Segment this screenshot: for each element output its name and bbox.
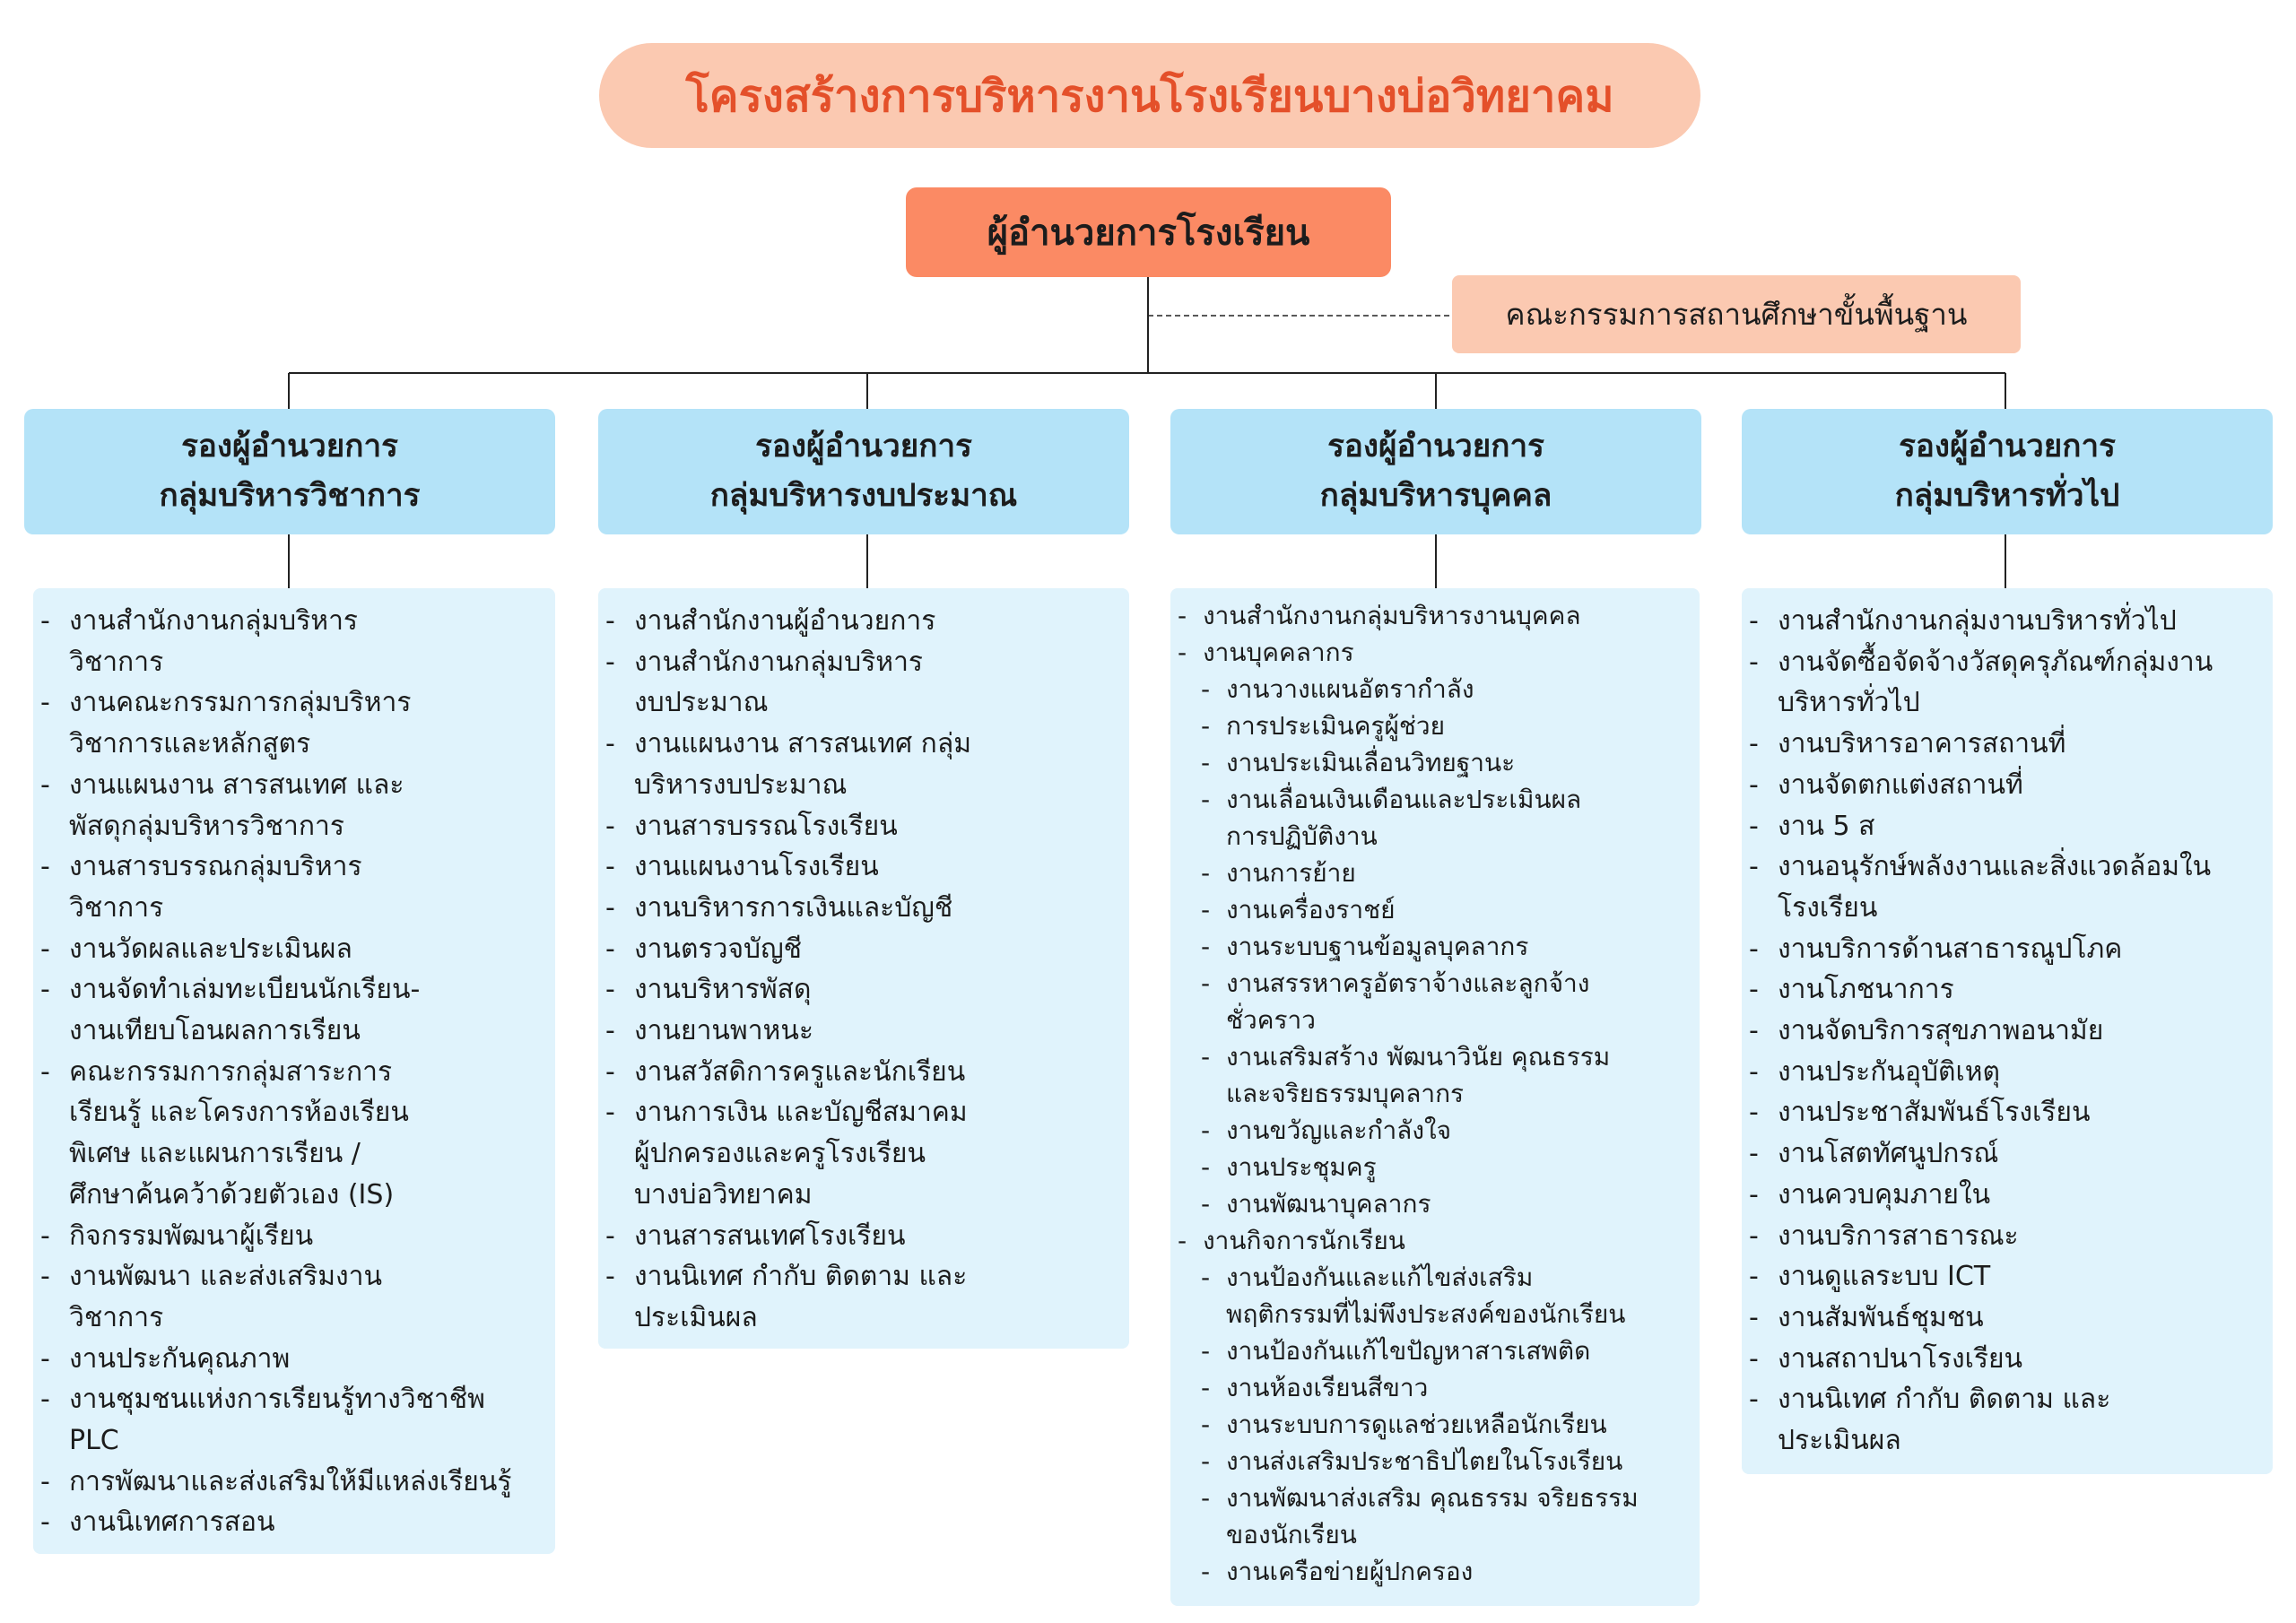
bullet-dash: - (1178, 638, 1187, 667)
task-text: กิจกรรมพัฒนาผู้เรียน (69, 1219, 314, 1252)
bullet-dash: - (1749, 974, 1759, 1006)
bullet-dash: - (605, 1097, 615, 1129)
task-text: งานบริการสาธารณะ (1778, 1219, 2019, 1252)
bullet-dash: - (605, 728, 615, 760)
task-item-continuation (40, 1011, 548, 1052)
bullet-dash: - (1201, 785, 1211, 814)
bullet-dash: - (1749, 1219, 1759, 1252)
bullet-dash: - (1749, 1015, 1759, 1047)
task-text: ศึกษาค้นคว้าด้วยตัวเอง (IS) (69, 1178, 395, 1211)
task-item (605, 1011, 1122, 1052)
task-text: งานสรรหาครูอัตราจ้างและลูกจ้าง (1226, 968, 1590, 998)
bullet-dash: - (40, 768, 50, 801)
task-text: งานบริการด้านสาธารณูปโภค (1778, 933, 2123, 965)
task-text: งานบุคคลากร (1203, 638, 1354, 667)
task-text: คณะกรรมการกลุ่มสาระการ (69, 1055, 393, 1088)
bullet-dash: - (1178, 601, 1187, 630)
dept-title-line1: รองผู้อำนวยการ (181, 429, 398, 464)
bullet-dash: - (1201, 1557, 1211, 1586)
task-item (1178, 1222, 1692, 1259)
task-item (1178, 891, 1692, 928)
task-text: งานเสริมสร้าง พัฒนาวินัย คุณธรรม (1226, 1042, 1611, 1072)
task-item (605, 642, 1122, 683)
task-text: งานประเมินเลื่อนวิทยฐานะ (1226, 748, 1516, 777)
task-text: งานพัฒนาส่งเสริม คุณธรรม จริยธรรม (1226, 1483, 1639, 1513)
task-text: ของนักเรียน (1226, 1520, 1357, 1549)
bullet-dash: - (1178, 1226, 1187, 1255)
task-text: งานวางแผนอัตรากำลัง (1226, 674, 1474, 704)
task-text: ประเมินผล (634, 1301, 758, 1333)
task-text: งานจัดทำเล่มทะเบียนนักเรียน- (69, 974, 421, 1006)
task-text: PLC (69, 1425, 119, 1457)
task-text: งานการย้าย (1226, 858, 1356, 888)
bullet-dash: - (1749, 605, 1759, 637)
task-item (1749, 1133, 2266, 1175)
task-list-academic (33, 588, 555, 1554)
dept-title-line2: กลุ่มบริหารวิชาการ (159, 478, 421, 514)
task-text: พัสดุกลุ่มบริหารวิชาการ (69, 810, 344, 842)
task-item (1178, 1443, 1692, 1480)
task-text: งานจัดตกแต่งสถานที่ (1778, 768, 2023, 801)
bullet-dash: - (1201, 748, 1211, 777)
task-item (40, 1052, 548, 1093)
task-item (1178, 855, 1692, 891)
dept-box-academic (24, 409, 555, 534)
task-item-continuation (1178, 818, 1692, 855)
bullet-dash: - (1749, 728, 1759, 760)
task-item (605, 601, 1122, 642)
bullet-dash: - (605, 974, 615, 1006)
task-text: งานประชาสัมพันธ์โรงเรียน (1778, 1097, 2091, 1129)
bullet-dash: - (1201, 1373, 1211, 1402)
task-text: เรียนรู้ และโครงการห้องเรียน (69, 1097, 409, 1129)
bullet-dash: - (1201, 1042, 1211, 1072)
bullet-dash: - (605, 1219, 615, 1252)
task-item (1749, 601, 2266, 642)
bullet-dash: - (1749, 1301, 1759, 1333)
task-item (40, 1462, 548, 1503)
dept-title-line2: กลุ่มบริหารทั่วไป (1894, 478, 2120, 514)
task-item (605, 888, 1122, 929)
task-item (1178, 1406, 1692, 1443)
task-item (1749, 1011, 2266, 1052)
task-item (605, 724, 1122, 765)
task-item (1749, 806, 2266, 847)
director-label: ผู้อำนวยการโรงเรียน (987, 213, 1310, 254)
task-item (605, 929, 1122, 970)
task-item (1178, 781, 1692, 818)
task-item (40, 601, 548, 642)
dept-box-personnel (1170, 409, 1701, 534)
task-text: งานสำนักงานกลุ่มบริหารงานบุคคล (1203, 601, 1581, 630)
task-item-continuation (605, 1175, 1122, 1216)
task-text: งานระบบฐานข้อมูลบุคลากร (1226, 932, 1529, 961)
committee-box (1452, 275, 2021, 353)
bullet-dash: - (605, 1055, 615, 1088)
task-text: งานจัดบริการสุขภาพอนามัย (1778, 1015, 2104, 1047)
task-text: งานสัมพันธ์ชุมชน (1778, 1301, 1984, 1333)
task-text: การประเมินครูผู้ช่วย (1226, 711, 1446, 741)
task-item (40, 1379, 548, 1420)
bullet-dash: - (40, 1055, 50, 1088)
director-box (906, 187, 1391, 277)
task-text: วิชาการ (69, 1301, 164, 1333)
bullet-dash: - (1201, 932, 1211, 961)
bullet-dash: - (40, 974, 50, 1006)
task-text: งานเทียบโอนผลการเรียน (69, 1015, 361, 1047)
bullet-dash: - (1201, 711, 1211, 741)
task-item-continuation (40, 1092, 548, 1133)
task-item (1178, 744, 1692, 781)
task-item (40, 1339, 548, 1380)
task-item-continuation (40, 1133, 548, 1175)
task-item (1749, 765, 2266, 806)
bullet-dash: - (1749, 1342, 1759, 1375)
dept-title-line1: รองผู้อำนวยการ (1327, 429, 1544, 464)
task-item-continuation (1178, 1002, 1692, 1038)
task-text: งานการเงิน และบัญชีสมาคม (634, 1097, 968, 1129)
task-item-continuation (40, 1175, 548, 1216)
bullet-dash: - (1201, 1410, 1211, 1439)
bullet-dash: - (1749, 933, 1759, 965)
task-text: งานเครือข่ายผู้ปกครอง (1226, 1557, 1474, 1586)
task-item (40, 1256, 548, 1298)
dept-title-line1: รองผู้อำนวยการ (755, 429, 972, 464)
task-text: พิเศษ และแผนการเรียน / (69, 1138, 361, 1170)
task-text: งานแผนงาน สารสนเทศ และ (69, 768, 404, 801)
dept-box-general (1742, 409, 2273, 534)
task-item-continuation (40, 806, 548, 847)
bullet-dash: - (1749, 1178, 1759, 1211)
task-text: งานยานพาหนะ (634, 1015, 813, 1047)
task-text: งานป้องกันแก้ไขปัญหาสารเสพติด (1226, 1336, 1591, 1366)
task-item (1749, 1216, 2266, 1257)
task-text: งานระบบการดูแลช่วยเหลือนักเรียน (1226, 1410, 1607, 1439)
bullet-dash: - (605, 646, 615, 678)
task-item (1749, 929, 2266, 970)
task-text: งานเลื่อนเงินเดือนและประเมินผล (1226, 785, 1582, 814)
bullet-dash: - (40, 933, 50, 965)
bullet-dash: - (40, 1465, 50, 1497)
task-text: การพัฒนาและส่งเสริมให้มีแหล่งเรียนรู้ (69, 1465, 512, 1497)
task-item (605, 1216, 1122, 1257)
task-list-general (1742, 588, 2273, 1474)
task-item (1178, 671, 1692, 707)
task-item (1749, 846, 2266, 888)
task-item (1749, 724, 2266, 765)
task-item (1178, 1112, 1692, 1149)
task-item (1749, 969, 2266, 1011)
task-item (1178, 1553, 1692, 1590)
bullet-dash: - (1201, 895, 1211, 924)
task-text: งานสารบรรณกลุ่มบริหาร (69, 851, 362, 883)
bullet-dash: - (1201, 1446, 1211, 1476)
task-item-continuation (40, 1298, 548, 1339)
task-item (605, 1092, 1122, 1133)
task-text: งานพัฒนาบุคลากร (1226, 1189, 1431, 1219)
task-text: งานดูแลระบบ ICT (1778, 1261, 1991, 1293)
task-item (1178, 1480, 1692, 1516)
task-text: งานสำนักงานกลุ่มงานบริหารทั่วไป (1778, 605, 2177, 637)
task-item (1178, 1369, 1692, 1406)
task-item (1749, 1092, 2266, 1133)
task-item-continuation (605, 1133, 1122, 1175)
task-text: งานสวัสดิการครูและนักเรียน (634, 1055, 966, 1088)
bullet-dash: - (1201, 858, 1211, 888)
task-item-continuation (1749, 682, 2266, 724)
task-text: วิชาการ (69, 646, 164, 678)
task-text: งาน 5 ส (1778, 810, 1875, 842)
task-text: งานประกันคุณภาพ (69, 1342, 291, 1375)
committee-label: คณะกรรมการสถานศึกษาขั้นพื้นฐาน (1505, 297, 1968, 332)
bullet-dash: - (1749, 1055, 1759, 1088)
dept-title-line2: กลุ่มบริหารงบประมาณ (709, 478, 1018, 514)
task-text: งานกิจการนักเรียน (1203, 1226, 1405, 1255)
bullet-dash: - (40, 1342, 50, 1375)
task-item (1749, 642, 2266, 683)
task-text: งานอนุรักษ์พลังงานและสิ่งแวดล้อมใน (1778, 851, 2212, 883)
task-list-budget (598, 588, 1129, 1349)
task-item (1178, 634, 1692, 671)
dept-title-line2: กลุ่มบริหารบุคคล (1319, 478, 1552, 514)
bullet-dash: - (40, 1384, 50, 1416)
task-item (40, 682, 548, 724)
bullet-dash: - (40, 1506, 50, 1539)
task-text: งานนิเทศ กำกับ ติดตาม และ (634, 1261, 968, 1293)
bullet-dash: - (1201, 1263, 1211, 1292)
task-text: งานควบคุมภายใน (1778, 1178, 1991, 1211)
task-item (1749, 1175, 2266, 1216)
task-text: วิชาการและหลักสูตร (69, 728, 311, 760)
task-item (40, 929, 548, 970)
task-text: งานบริหารอาคารสถานที่ (1778, 728, 2066, 760)
task-item-continuation (40, 642, 548, 683)
task-text: งานตรวจบัญชี (634, 933, 802, 965)
task-text: บริหารทั่วไป (1778, 687, 1920, 719)
bullet-dash: - (605, 1261, 615, 1293)
bullet-dash: - (1749, 768, 1759, 801)
task-text: ชั่วคราว (1226, 1005, 1316, 1035)
task-text: พฤติกรรมที่ไม่พึงประสงค์ของนักเรียน (1226, 1299, 1626, 1329)
bullet-dash: - (40, 851, 50, 883)
task-item (605, 969, 1122, 1011)
task-item-continuation (1749, 1420, 2266, 1462)
task-text: งานแผนงานโรงเรียน (634, 851, 879, 883)
task-text: งานจัดซื้อจัดจ้างวัสดุครุภัณฑ์กลุ่มงาน (1778, 646, 2213, 678)
task-text: งานบริหารพัสดุ (634, 974, 812, 1006)
task-item (1178, 928, 1692, 965)
bullet-dash: - (1749, 810, 1759, 842)
bullet-dash: - (1749, 1261, 1759, 1293)
task-text: งานป้องกันและแก้ไขส่งเสริม (1226, 1263, 1534, 1292)
task-item-continuation (605, 682, 1122, 724)
task-item-continuation (1749, 888, 2266, 929)
task-text: โรงเรียน (1778, 891, 1878, 924)
task-item (1749, 1379, 2266, 1420)
chart-title-pill (599, 43, 1700, 148)
task-text: งานประกันอุบัติเหตุ (1778, 1055, 2000, 1088)
task-text: วิชาการ (69, 891, 164, 924)
task-item (1178, 1332, 1692, 1369)
task-text: งานสำนักงานผู้อำนวยการ (634, 605, 936, 637)
task-item (1178, 1185, 1692, 1222)
task-item (40, 1216, 548, 1257)
task-item-continuation (40, 724, 548, 765)
task-item (40, 765, 548, 806)
task-item (1749, 1256, 2266, 1298)
task-text: การปฏิบัติงาน (1226, 821, 1378, 851)
bullet-dash: - (1201, 968, 1211, 998)
task-text: งานเครื่องราชย์ (1226, 895, 1396, 924)
task-item (40, 969, 548, 1011)
bullet-dash: - (605, 891, 615, 924)
task-item-continuation (605, 765, 1122, 806)
task-list-personnel (1170, 588, 1700, 1606)
task-text: บางบ่อวิทยาคม (634, 1178, 813, 1211)
task-item (1178, 1259, 1692, 1296)
task-item-continuation (1178, 1296, 1692, 1332)
bullet-dash: - (1749, 1384, 1759, 1416)
task-text: งานพัฒนา และส่งเสริมงาน (69, 1261, 383, 1293)
bullet-dash: - (1749, 646, 1759, 678)
task-item-continuation (1178, 1075, 1692, 1112)
task-item (605, 846, 1122, 888)
task-text: งานสำนักงานกลุ่มบริหาร (634, 646, 924, 678)
task-text: บริหารงบประมาณ (634, 768, 848, 801)
task-text: งานขวัญและกำลังใจ (1226, 1115, 1452, 1145)
task-text: งบประมาณ (634, 687, 769, 719)
bullet-dash: - (1201, 1152, 1211, 1182)
task-text: งานบริหารการเงินและบัญชี (634, 891, 953, 924)
bullet-dash: - (40, 687, 50, 719)
bullet-dash: - (605, 810, 615, 842)
dept-box-budget (598, 409, 1129, 534)
task-text: งานห้องเรียนสีขาว (1226, 1373, 1429, 1402)
task-text: งานคณะกรรมการกลุ่มบริหาร (69, 687, 412, 719)
task-item (605, 806, 1122, 847)
bullet-dash: - (605, 1015, 615, 1047)
task-text: งานโสตทัศนูปกรณ์ (1778, 1138, 1999, 1170)
bullet-dash: - (1201, 674, 1211, 704)
task-item (1178, 597, 1692, 634)
bullet-dash: - (605, 933, 615, 965)
task-item (1749, 1052, 2266, 1093)
task-item-continuation (1178, 1516, 1692, 1553)
task-item (1749, 1298, 2266, 1339)
task-item-continuation (40, 1420, 548, 1462)
task-text: งานสารบรรณโรงเรียน (634, 810, 898, 842)
task-item-continuation (605, 1298, 1122, 1339)
task-item (605, 1052, 1122, 1093)
task-text: งานชุมชนแห่งการเรียนรู้ทางวิชาชีพ (69, 1384, 485, 1416)
task-text: และจริยธรรมบุคลากร (1226, 1079, 1465, 1108)
bullet-dash: - (1749, 1138, 1759, 1170)
bullet-dash: - (1201, 1483, 1211, 1513)
task-item (1178, 707, 1692, 744)
task-item (1749, 1339, 2266, 1380)
task-text: งานส่งเสริมประชาธิปไตยในโรงเรียน (1226, 1446, 1623, 1476)
bullet-dash: - (605, 605, 615, 637)
task-item (1178, 1149, 1692, 1185)
bullet-dash: - (40, 1261, 50, 1293)
task-text: งานสถาปนาโรงเรียน (1778, 1342, 2023, 1375)
task-item (1178, 1038, 1692, 1075)
task-text: ผู้ปกครองและครูโรงเรียน (634, 1138, 926, 1170)
task-item-continuation (40, 888, 548, 929)
bullet-dash: - (1201, 1115, 1211, 1145)
dept-title-line1: รองผู้อำนวยการ (1899, 429, 2116, 464)
chart-title: โครงสร้างการบริหารงานโรงเรียนบางบ่อวิทยาคม (685, 70, 1614, 122)
task-text: ประเมินผล (1778, 1425, 1901, 1457)
bullet-dash: - (1201, 1189, 1211, 1219)
bullet-dash: - (1749, 851, 1759, 883)
task-text: งานประชุมครู (1226, 1152, 1377, 1182)
task-text: งานโภชนาการ (1778, 974, 1954, 1006)
task-item (1178, 965, 1692, 1002)
task-item (40, 846, 548, 888)
bullet-dash: - (40, 605, 50, 637)
task-text: งานสำนักงานกลุ่มบริหาร (69, 605, 359, 637)
task-text: งานนิเทศการสอน (69, 1506, 275, 1539)
task-text: งานสารสนเทศโรงเรียน (634, 1219, 906, 1252)
task-item (40, 1502, 548, 1543)
task-text: งานแผนงาน สารสนเทศ กลุ่ม (634, 728, 971, 760)
task-text: งานนิเทศ กำกับ ติดตาม และ (1778, 1384, 2111, 1416)
bullet-dash: - (605, 851, 615, 883)
bullet-dash: - (1749, 1097, 1759, 1129)
bullet-dash: - (1201, 1336, 1211, 1366)
task-text: งานวัดผลและประเมินผล (69, 933, 352, 965)
bullet-dash: - (40, 1219, 50, 1252)
task-item (605, 1256, 1122, 1298)
